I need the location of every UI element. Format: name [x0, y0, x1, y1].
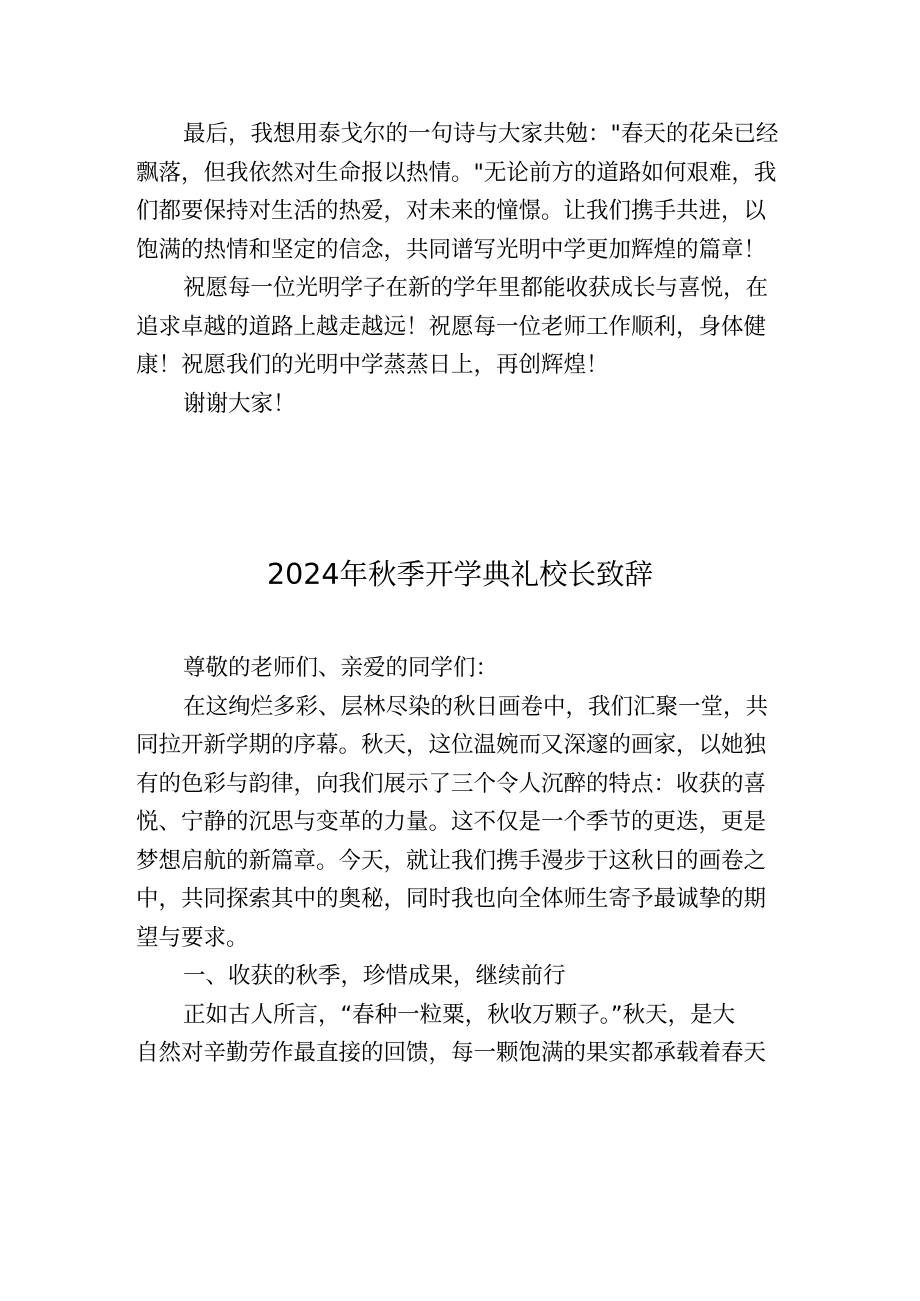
paragraph-line: 飘落，但我依然对生命报以热情。"无论前方的道路如何艰难，我	[136, 159, 777, 186]
paragraph-line: 们都要保持对生活的热爱，对未来的憧憬。让我们携手共进，以	[136, 198, 767, 224]
paragraph-line: 自然对辛勤劳作最直接的回馈，每一颗饱满的果实都承载着春天	[136, 1040, 767, 1066]
paragraph-line: 正如古人所言，“春种一粒粟，秋收万颗子。”秋天，是大	[183, 1001, 736, 1028]
paragraph-line: 在这绚烂多彩、层林尽染的秋日画卷中，我们汇聚一堂，共	[183, 693, 769, 720]
paragraph-line: 望与要求。	[136, 924, 249, 951]
speech-title: 2024年秋季开学典礼校长致辞	[266, 558, 654, 591]
salutation-line: 尊敬的老师们、亲爱的同学们：	[183, 655, 499, 681]
thanks-line: 谢谢大家！	[183, 390, 296, 417]
paragraph-line: 追求卓越的道路上越走越远！祝愿每一位老师工作顺利，身体健	[136, 313, 767, 340]
paragraph-line: 最后，我想用泰戈尔的一句诗与大家共勉："春天的花朵已经	[183, 121, 779, 147]
section-heading: 一、收获的秋季，珍惜成果，继续前行	[183, 963, 566, 989]
paragraph-line: 中，共同探索其中的奥秘，同时我也向全体师生寄予最诚挚的期	[136, 886, 767, 912]
paragraph-line: 悦、宁静的沉思与变革的力量。这不仅是一个季节的更迭，更是	[136, 809, 767, 835]
paragraph-line: 祝愿每一位光明学子在新的学年里都能收获成长与喜悦，在	[183, 275, 769, 301]
paragraph-line: 康！祝愿我们的光明中学蒸蒸日上，再创辉煌！	[136, 352, 609, 378]
paragraph-line: 饱满的热情和坚定的信念，共同谱写光明中学更加辉煌的篇章！	[136, 236, 767, 263]
paragraph-line: 同拉开新学期的序幕。秋天，这位温婉而又深邃的画家，以她独	[136, 732, 767, 758]
paragraph-line: 梦想启航的新篇章。今天，就让我们携手漫步于这秋日的画卷之	[136, 847, 767, 874]
closing-section	[136, 115, 796, 423]
paragraph-line: 有的色彩与韵律，向我们展示了三个令人沉醉的特点：收获的喜	[136, 770, 767, 797]
speech-body	[136, 649, 796, 1073]
